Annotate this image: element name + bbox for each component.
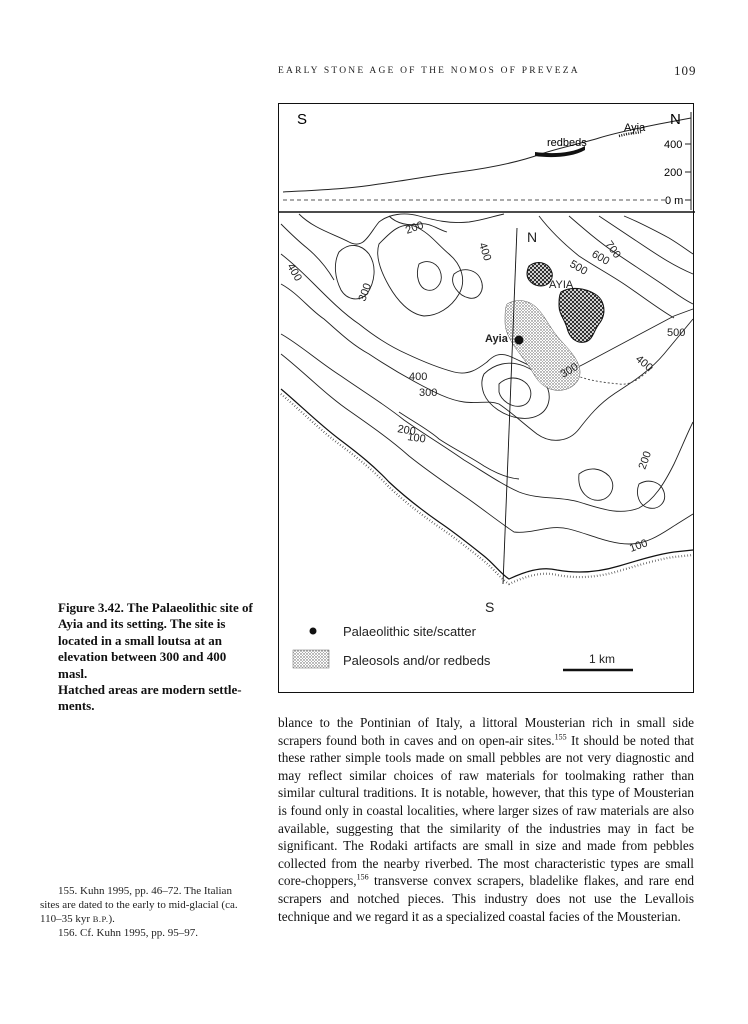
map-settlement-label: AYIA bbox=[549, 279, 574, 291]
palaeolithic-site-marker bbox=[515, 336, 524, 345]
map-site-label: Ayia bbox=[485, 333, 508, 345]
running-header: EARLY STONE AGE OF THE NOMOS OF PREVEZA bbox=[278, 66, 580, 76]
contour-label-100a: 100 bbox=[406, 431, 427, 446]
contour-label-400c: 400 bbox=[476, 241, 494, 263]
footnote-155-end: ). bbox=[108, 913, 115, 925]
legend-site-label: Palaeolithic site/scatter bbox=[343, 624, 476, 639]
scale-bar-label: 1 km bbox=[589, 652, 616, 666]
body-text-part: blance to the Pontinian of Italy, a littoral Mousterian rich in small side scrapers found both in caves and on open-air sites. bbox=[278, 715, 694, 748]
coastal-hill-east bbox=[637, 481, 664, 508]
contour-label-500a: 500 bbox=[567, 258, 590, 278]
contour-label-500b: 500 bbox=[667, 327, 686, 339]
caption-line: Figure 3.42. The Palaeolithic site of bbox=[58, 600, 253, 615]
contour-label-200a: 200 bbox=[396, 423, 417, 439]
contour-500-peak bbox=[417, 262, 441, 291]
contour-label-200c: 200 bbox=[403, 219, 426, 237]
footnote-ref-155[interactable]: 155 bbox=[554, 732, 567, 742]
legend-paleosol-swatch bbox=[293, 650, 329, 668]
contour-800 bbox=[624, 216, 693, 254]
contour-label-400d: 400 bbox=[633, 353, 655, 375]
footnote-ref-156[interactable]: 156 bbox=[356, 872, 369, 882]
contour-label-300c: 300 bbox=[558, 361, 581, 381]
profile-elev-0: 0 m bbox=[665, 195, 684, 207]
caption-line: elevation between 300 and 400 masl. bbox=[58, 649, 227, 681]
footnotes bbox=[40, 884, 254, 940]
topographic-map bbox=[281, 214, 693, 584]
legend-paleosol-label: Paleosols and/or redbeds bbox=[343, 653, 491, 668]
footnote-156: 156. Cf. Kuhn 1995, pp. 95–97. bbox=[58, 927, 198, 939]
contour-label-700: 700 bbox=[602, 238, 623, 261]
legend-site-symbol bbox=[310, 628, 317, 635]
figure-map-svg bbox=[279, 104, 695, 694]
profile-south-label: S bbox=[297, 111, 308, 128]
body-text-part: It should be noted that these rather simple tools made on small pebbles are not very diagnostic and may reflect similar choices of raw materials for toolmaking rather than similar cultural traditions. It is notable, however, that this type of Mousterian is found only in coastal localities, where larger sizes of raw materials are also available, suggesting that the similarity of the industries may in fact be significant. The Rodaki artifacts are small in size and made from pebbles collected from the nearby riverbed. The most characteristic types are small core-choppers, bbox=[278, 732, 694, 889]
contour-label-400b: 400 bbox=[409, 371, 428, 383]
contour-300-upper bbox=[299, 214, 504, 244]
contour-label-100b: 100 bbox=[627, 537, 650, 555]
elevation-profile bbox=[283, 111, 691, 210]
map-north-label: N bbox=[527, 229, 538, 245]
map-south-label: S bbox=[485, 599, 495, 615]
figure-caption bbox=[58, 600, 254, 715]
profile-elev-400: 400 bbox=[664, 139, 683, 151]
caption-line: located in a small loutsa at an bbox=[58, 632, 222, 648]
contour-200 bbox=[281, 334, 693, 511]
loutsa-inner bbox=[499, 378, 531, 406]
profile-redbeds-label: redbeds bbox=[547, 137, 587, 149]
contour-label-400a: 400 bbox=[284, 261, 304, 284]
figure-3-42 bbox=[278, 103, 694, 693]
contour-label-200b: 200 bbox=[636, 449, 655, 472]
contour-200-inner bbox=[399, 412, 519, 479]
contour-400 bbox=[281, 254, 693, 373]
contour-label-600: 600 bbox=[589, 248, 612, 268]
caption-line: Ayia and its setting. The site is bbox=[58, 616, 226, 632]
body-text-part: transverse convex scrapers, bladelike flakes, and rare end scrapers and notched pieces. This industry does not use the Levallois technique and we regard it as a specialized coastal facies of the Mousterian. bbox=[278, 873, 694, 924]
profile-ayia-label: Ayia bbox=[624, 122, 646, 134]
coastal-hill bbox=[579, 469, 613, 500]
contour-400-hill bbox=[378, 225, 463, 316]
footnote-155 bbox=[40, 884, 254, 926]
contour-label-300b: 300 bbox=[419, 387, 438, 399]
profile-elev-200: 200 bbox=[664, 167, 683, 179]
caption-line: ments. bbox=[58, 698, 95, 714]
settlement-hatched-ayia bbox=[559, 288, 604, 342]
map-legend bbox=[293, 624, 633, 670]
coastline-beach bbox=[281, 394, 693, 584]
footnote-155-bp: B.P. bbox=[92, 914, 109, 924]
body-paragraph bbox=[278, 714, 694, 925]
page-number: 109 bbox=[674, 63, 697, 78]
contour-hill-small bbox=[453, 270, 483, 299]
contour-label-300a: 300 bbox=[356, 281, 375, 304]
caption-line: Hatched areas are modern settle- bbox=[58, 682, 242, 698]
profile-north-label: N bbox=[670, 111, 681, 128]
footnote-155-text: 155. Kuhn 1995, pp. 46–72. The Italian sites are dated to the early to mid-glacial (ca. 110–35 kyr bbox=[40, 885, 238, 925]
